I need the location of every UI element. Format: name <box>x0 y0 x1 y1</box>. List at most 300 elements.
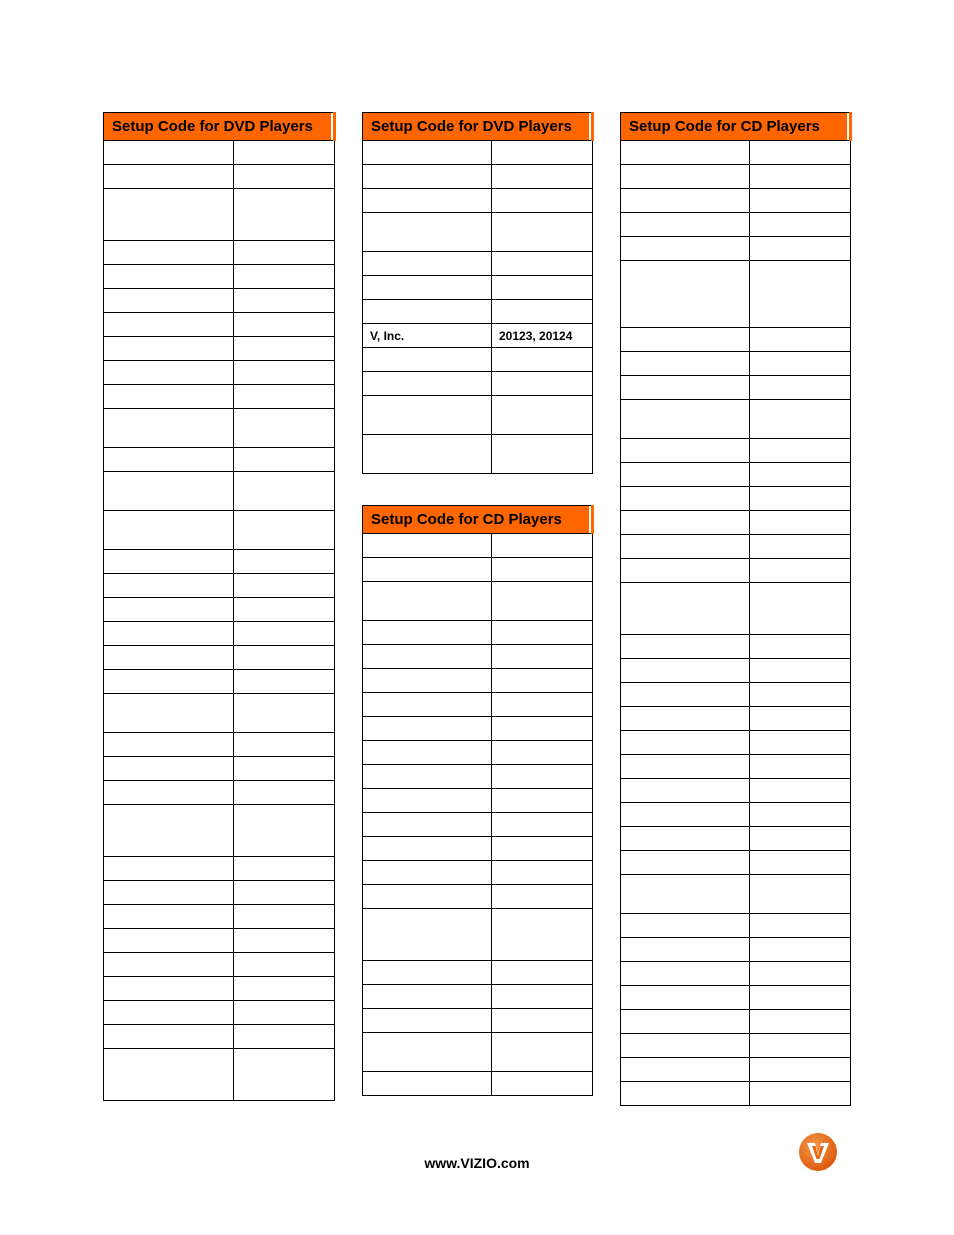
table-row <box>104 1025 335 1049</box>
code-cell <box>234 165 335 189</box>
table-row <box>363 396 593 435</box>
brand-cell <box>104 694 234 733</box>
brand-cell <box>621 803 750 827</box>
code-cell <box>750 707 851 731</box>
code-cell <box>750 376 851 400</box>
brand-cell <box>621 439 750 463</box>
code-cell <box>492 885 593 909</box>
code-cell <box>492 276 593 300</box>
table-row <box>104 881 335 905</box>
brand-cell <box>363 252 492 276</box>
brand-cell <box>363 534 492 558</box>
brand-cell <box>104 953 234 977</box>
brand-cell <box>363 861 492 885</box>
brand-cell <box>621 559 750 583</box>
table-row <box>363 300 593 324</box>
table-row <box>104 511 335 550</box>
brand-cell <box>104 265 234 289</box>
brand-cell <box>621 779 750 803</box>
table-row <box>363 789 593 813</box>
code-cell <box>492 961 593 985</box>
brand-cell <box>621 962 750 986</box>
table-row <box>621 463 851 487</box>
brand-cell <box>104 385 234 409</box>
table-row <box>104 289 335 313</box>
code-cell <box>750 237 851 261</box>
code-cell <box>492 1033 593 1072</box>
code-cell <box>234 881 335 905</box>
brand-cell <box>363 909 492 961</box>
table-row <box>363 558 593 582</box>
table-row <box>621 487 851 511</box>
table-row <box>104 622 335 646</box>
table-row <box>104 646 335 670</box>
code-cell <box>750 400 851 439</box>
table-row <box>621 400 851 439</box>
brand-cell <box>621 165 750 189</box>
code-cell <box>492 189 593 213</box>
brand-cell <box>363 348 492 372</box>
table-row <box>621 755 851 779</box>
dvd-codes-table-2 <box>362 112 594 474</box>
code-cell <box>234 550 335 574</box>
brand-cell <box>621 914 750 938</box>
code-cell <box>234 953 335 977</box>
brand-cell <box>621 1010 750 1034</box>
brand-cell <box>363 717 492 741</box>
table-row <box>363 189 593 213</box>
code-cell <box>750 914 851 938</box>
dvd-codes-table-1 <box>103 112 336 1101</box>
brand-cell <box>104 511 234 550</box>
code-cell <box>750 827 851 851</box>
table-row <box>104 361 335 385</box>
code-cell <box>234 1001 335 1025</box>
code-cell <box>750 463 851 487</box>
code-cell <box>750 1058 851 1082</box>
brand-cell <box>363 693 492 717</box>
table-row <box>363 324 593 348</box>
table-row <box>104 189 335 241</box>
brand-cell <box>363 558 492 582</box>
code-cell: 20123, 20124 <box>492 324 593 348</box>
code-cell <box>234 574 335 598</box>
brand-cell <box>621 635 750 659</box>
table-row <box>363 348 593 372</box>
table-row <box>621 851 851 875</box>
brand-cell <box>621 986 750 1010</box>
table-row <box>363 213 593 252</box>
code-cell <box>750 439 851 463</box>
code-cell <box>492 837 593 861</box>
table-row <box>621 635 851 659</box>
table-row <box>363 717 593 741</box>
code-cell <box>492 300 593 324</box>
table-row <box>363 252 593 276</box>
table-title: Setup Code for CD Players <box>363 506 593 534</box>
table-row <box>363 621 593 645</box>
cd-codes-table-2 <box>620 112 852 1106</box>
table-row <box>621 141 851 165</box>
brand-cell <box>104 929 234 953</box>
code-cell <box>492 861 593 885</box>
table-row <box>621 986 851 1010</box>
code-cell <box>492 765 593 789</box>
brand-cell <box>363 741 492 765</box>
brand-cell <box>621 827 750 851</box>
brand-cell <box>621 755 750 779</box>
code-cell <box>234 409 335 448</box>
brand-cell <box>621 261 750 328</box>
table-row <box>621 189 851 213</box>
code-cell <box>234 361 335 385</box>
code-cell <box>750 261 851 328</box>
table-row <box>363 141 593 165</box>
brand-cell <box>363 300 492 324</box>
table-row <box>621 535 851 559</box>
brand-cell <box>104 646 234 670</box>
table-row <box>363 961 593 985</box>
code-cell <box>750 189 851 213</box>
table-row <box>363 813 593 837</box>
table-row <box>104 1001 335 1025</box>
code-cell <box>492 141 593 165</box>
code-cell <box>492 534 593 558</box>
code-cell <box>492 985 593 1009</box>
table-row <box>363 1033 593 1072</box>
table-row <box>363 669 593 693</box>
code-cell <box>492 348 593 372</box>
brand-cell <box>104 598 234 622</box>
table-row <box>104 574 335 598</box>
brand-cell <box>621 683 750 707</box>
brand-cell <box>363 1009 492 1033</box>
brand-cell <box>363 621 492 645</box>
table-row <box>621 683 851 707</box>
footer-url[interactable]: www.VIZIO.com <box>424 1155 530 1171</box>
brand-cell <box>621 851 750 875</box>
table-row <box>104 805 335 857</box>
brand-cell <box>621 511 750 535</box>
brand-cell <box>104 141 234 165</box>
brand-cell <box>104 857 234 881</box>
code-cell <box>750 559 851 583</box>
table-row <box>104 670 335 694</box>
code-cell <box>750 755 851 779</box>
table-row <box>621 875 851 914</box>
code-cell <box>492 558 593 582</box>
brand-cell <box>621 189 750 213</box>
code-cell <box>492 645 593 669</box>
brand-cell <box>621 237 750 261</box>
brand-cell <box>363 885 492 909</box>
code-cell <box>492 1009 593 1033</box>
code-cell <box>234 622 335 646</box>
table-row <box>104 337 335 361</box>
brand-cell <box>363 669 492 693</box>
code-cell <box>234 598 335 622</box>
brand-cell <box>363 372 492 396</box>
table-row <box>104 905 335 929</box>
code-cell <box>234 241 335 265</box>
table-row <box>104 977 335 1001</box>
brand-cell <box>104 574 234 598</box>
code-cell <box>492 165 593 189</box>
code-cell <box>234 289 335 313</box>
code-cell <box>492 252 593 276</box>
code-cell <box>234 805 335 857</box>
table-row <box>104 313 335 337</box>
table-row <box>363 165 593 189</box>
brand-cell <box>621 1058 750 1082</box>
code-cell <box>750 875 851 914</box>
brand-cell <box>104 165 234 189</box>
table-row <box>363 885 593 909</box>
brand-cell <box>621 328 750 352</box>
brand-cell <box>104 881 234 905</box>
table-row <box>363 1009 593 1033</box>
table-row <box>621 1058 851 1082</box>
brand-cell <box>104 337 234 361</box>
table-row <box>621 352 851 376</box>
code-cell <box>750 213 851 237</box>
brand-cell <box>363 189 492 213</box>
table-title: Setup Code for DVD Players <box>363 113 593 141</box>
table-row <box>363 741 593 765</box>
table-row <box>104 953 335 977</box>
table-row <box>621 583 851 635</box>
table-row <box>621 376 851 400</box>
table-row <box>363 435 593 474</box>
table-row <box>104 694 335 733</box>
brand-cell <box>621 376 750 400</box>
code-cell <box>492 813 593 837</box>
code-cell <box>750 583 851 635</box>
code-cell <box>234 1025 335 1049</box>
code-cell <box>492 582 593 621</box>
brand-cell <box>104 448 234 472</box>
brand-cell <box>621 583 750 635</box>
table-row <box>363 765 593 789</box>
code-cell <box>750 511 851 535</box>
brand-cell: V, Inc. <box>363 324 492 348</box>
code-cell <box>234 977 335 1001</box>
table-row <box>104 1049 335 1101</box>
table-row <box>363 837 593 861</box>
code-cell <box>750 1034 851 1058</box>
brand-cell <box>104 313 234 337</box>
table-row <box>621 914 851 938</box>
table-row <box>104 781 335 805</box>
table-row <box>104 757 335 781</box>
brand-cell <box>363 213 492 252</box>
table-row <box>104 409 335 448</box>
code-cell <box>750 535 851 559</box>
code-cell <box>234 757 335 781</box>
table-row <box>621 328 851 352</box>
code-cell <box>492 621 593 645</box>
code-cell <box>492 789 593 813</box>
table-row <box>621 1010 851 1034</box>
brand-cell <box>363 165 492 189</box>
code-cell <box>492 1072 593 1096</box>
brand-cell <box>363 765 492 789</box>
table-row <box>363 276 593 300</box>
code-cell <box>234 448 335 472</box>
cd-codes-table-1 <box>362 505 594 1096</box>
brand-cell <box>104 622 234 646</box>
brand-cell <box>104 781 234 805</box>
table-row <box>363 985 593 1009</box>
brand-cell <box>363 813 492 837</box>
table-row <box>363 909 593 961</box>
code-cell <box>234 694 335 733</box>
brand-cell <box>621 731 750 755</box>
brand-cell <box>621 400 750 439</box>
table-row <box>621 439 851 463</box>
brand-cell <box>363 1072 492 1096</box>
brand-cell <box>363 961 492 985</box>
brand-cell <box>621 1082 750 1106</box>
table-row <box>363 534 593 558</box>
brand-cell <box>104 977 234 1001</box>
table-row <box>621 261 851 328</box>
code-cell <box>234 733 335 757</box>
brand-cell <box>621 659 750 683</box>
table-row <box>104 929 335 953</box>
code-cell <box>750 352 851 376</box>
code-cell <box>492 213 593 252</box>
table-row <box>621 213 851 237</box>
brand-cell <box>621 875 750 914</box>
table-row <box>104 733 335 757</box>
brand-cell <box>104 1049 234 1101</box>
code-cell <box>234 857 335 881</box>
table-title: Setup Code for CD Players <box>621 113 851 141</box>
brand-cell <box>363 582 492 621</box>
table-row <box>104 472 335 511</box>
code-cell <box>234 265 335 289</box>
brand-cell <box>104 550 234 574</box>
code-cell <box>492 669 593 693</box>
table-row <box>621 1082 851 1106</box>
table-row <box>621 827 851 851</box>
code-cell <box>234 646 335 670</box>
brand-cell <box>363 396 492 435</box>
brand-cell <box>621 938 750 962</box>
table-row <box>104 265 335 289</box>
brand-cell <box>363 645 492 669</box>
code-cell <box>234 929 335 953</box>
brand-cell <box>104 241 234 265</box>
table-row <box>104 141 335 165</box>
table-row <box>363 693 593 717</box>
table-row <box>363 645 593 669</box>
brand-cell <box>104 733 234 757</box>
brand-cell <box>104 805 234 857</box>
table-row <box>621 938 851 962</box>
code-cell <box>750 659 851 683</box>
table-row <box>104 241 335 265</box>
brand-cell <box>363 435 492 474</box>
brand-cell <box>621 1034 750 1058</box>
table-row <box>621 707 851 731</box>
code-cell <box>492 372 593 396</box>
table-row <box>621 962 851 986</box>
code-cell <box>750 635 851 659</box>
code-cell <box>750 938 851 962</box>
brand-cell <box>621 707 750 731</box>
table-row <box>104 165 335 189</box>
brand-cell <box>363 985 492 1009</box>
code-cell <box>750 328 851 352</box>
code-cell <box>750 779 851 803</box>
code-cell <box>492 717 593 741</box>
code-cell <box>234 511 335 550</box>
brand-cell <box>621 487 750 511</box>
code-cell <box>234 189 335 241</box>
table-row <box>363 1072 593 1096</box>
brand-cell <box>104 757 234 781</box>
brand-cell <box>621 352 750 376</box>
code-cell <box>492 435 593 474</box>
code-cell <box>750 487 851 511</box>
table-row <box>104 448 335 472</box>
table-row <box>621 511 851 535</box>
code-cell <box>750 962 851 986</box>
table-row <box>363 861 593 885</box>
brand-cell <box>363 789 492 813</box>
table-row <box>621 237 851 261</box>
table-row <box>621 779 851 803</box>
code-cell <box>234 670 335 694</box>
code-cell <box>234 385 335 409</box>
code-cell <box>234 1049 335 1101</box>
brand-cell <box>621 535 750 559</box>
brand-cell <box>104 361 234 385</box>
table-row <box>363 372 593 396</box>
code-cell <box>492 396 593 435</box>
table-row <box>621 1034 851 1058</box>
brand-cell <box>363 276 492 300</box>
brand-cell <box>104 289 234 313</box>
vizio-v-logo-icon <box>798 1132 838 1172</box>
table-row <box>363 582 593 621</box>
code-cell <box>750 851 851 875</box>
brand-cell <box>104 472 234 511</box>
brand-cell <box>621 463 750 487</box>
code-cell <box>234 337 335 361</box>
table-row <box>621 731 851 755</box>
table-row <box>621 659 851 683</box>
brand-cell <box>104 1001 234 1025</box>
brand-cell <box>104 1025 234 1049</box>
brand-cell <box>621 141 750 165</box>
code-cell <box>750 141 851 165</box>
table-row <box>621 559 851 583</box>
code-cell <box>492 693 593 717</box>
table-row <box>104 857 335 881</box>
code-cell <box>234 905 335 929</box>
code-cell <box>750 731 851 755</box>
brand-cell <box>104 189 234 241</box>
code-cell <box>234 313 335 337</box>
table-row <box>104 385 335 409</box>
code-cell <box>492 909 593 961</box>
brand-cell <box>363 1033 492 1072</box>
table-row <box>104 550 335 574</box>
code-cell <box>750 1010 851 1034</box>
